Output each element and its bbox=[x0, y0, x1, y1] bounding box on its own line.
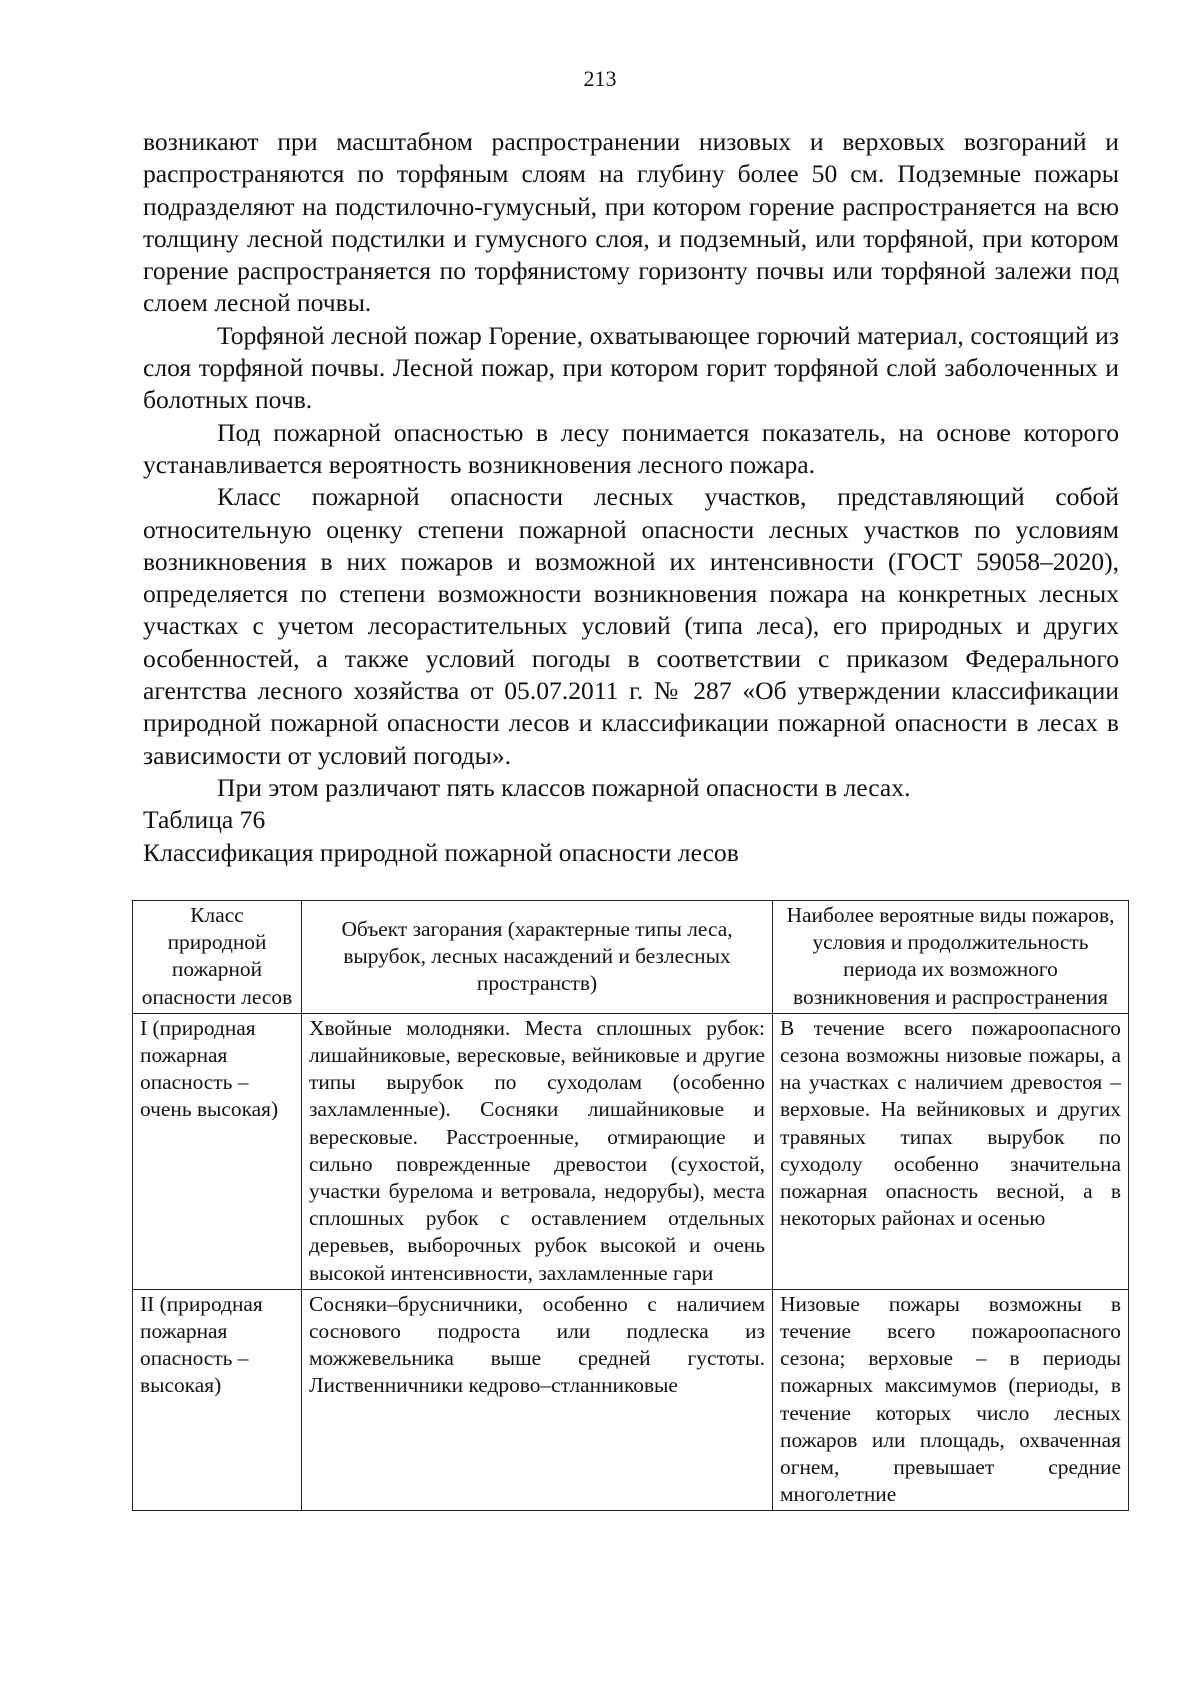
table-title: Классификация природной пожарной опасности лесов bbox=[143, 837, 739, 867]
cell-object: Хвойные молодняки. Места сплошных рубок: лишайниковые, вересковые, вейниковые и другие типы вырубок по суходолам (особенно захламленные). Сосняки лишайниковые и вересковые. Расстроенные, отмирающие и сильно поврежденные древостои (сухостой, участки бурелома и ветровала, недорубы), места сплошных рубок с оставлением отдельных деревьев, выборочных рубок высокой и очень высокой интенсивности, захламленные гари bbox=[302, 1013, 773, 1289]
cell-fires: В течение всего пожароопасного сезона возможны низовые пожары, а на участках с наличием древостоя – верховые. На вейниковых и других травяных типах вырубок по суходолу особенно значительна пожарная опасность весной, а в некоторых районах и осенью bbox=[773, 1013, 1129, 1289]
paragraph: Торфяной лесной пожар Горение, охватывающее горючий материал, состоящий из слоя торфяной почвы. Лесной пожар, при котором горит торфяной слой заболоченных и болотных почв. bbox=[143, 320, 1119, 415]
table-header-row bbox=[133, 901, 1129, 1014]
header-cell-fires: Наиболее вероятные виды пожаров, условия и продолжительность периода их возможного возникновения и распространения bbox=[773, 901, 1129, 1014]
cell-fires: Низовые пожары возможны в течение всего пожароопасного сезона; верховые – в периоды пожарных максимумов (периоды, в течение которых число лесных пожаров или площадь, охваченная огнем, превышает средние многолетние bbox=[773, 1289, 1129, 1511]
body-text bbox=[143, 126, 1119, 869]
table-row bbox=[133, 1013, 1129, 1289]
cell-class: I (природная пожарная опасность – очень высокая) bbox=[133, 1013, 302, 1289]
table-label: Таблица 76 bbox=[143, 805, 266, 835]
classification-table bbox=[132, 900, 1129, 1511]
header-cell-class: Класс природной пожарной опасности лесов bbox=[133, 901, 302, 1014]
page-number: 213 bbox=[583, 66, 617, 91]
header-cell-object: Объект загорания (характерные типы леса, вырубок, лесных насаждений и безлесных пространств) bbox=[302, 901, 773, 1014]
classification-table-container bbox=[132, 900, 1128, 1511]
cell-class: II (природная пожарная опасность – высокая) bbox=[133, 1289, 302, 1511]
paragraph: При этом различают пять классов пожарной опасности в лесах. bbox=[217, 772, 911, 802]
table-row bbox=[133, 1289, 1129, 1511]
cell-object: Сосняки–брусничники, особенно с наличием соснового подроста или подлеска из можжевельника выше средней густоты. Лиственничники кедрово–стланниковые bbox=[302, 1289, 773, 1511]
paragraph: Под пожарной опасностью в лесу понимается показатель, на основе которого устанавливается вероятность возникновения лесного пожара. bbox=[143, 417, 1119, 479]
paragraph: возникают при масштабном распространении низовых и верховых возгораний и распространяются по торфяным слоям на глубину более 50 см. Подземные пожары подразделяют на подстилочно-гумусный, при котором горение распространяется на всю толщину лесной подстилки и гумусного слоя, и подземный, или торфяной, при котором горение распространяется по торфянистому горизонту почвы или торфяной залежи под слоем лесной почвы. bbox=[143, 127, 1119, 318]
paragraph: Класс пожарной опасности лесных участков, представляющий собой относительную оценку степени пожарной опасности лесных участков по условиям возникновения в них пожаров и возможной их интенсивности (ГОСТ 59058–2020), определяется по степени возможности возникновения пожара на конкретных лесных участках с учетом лесорастительных условий (типа леса), его природных и других особенностей, а также условий погоды в соответствии с приказом Федерального агентства лесного хозяйства от 05.07.2011 г. № 287 «Об утверждении классификации природной пожарной опасности лесов и классификации пожарной опасности в лесах в зависимости от условий погоды». bbox=[143, 482, 1119, 770]
